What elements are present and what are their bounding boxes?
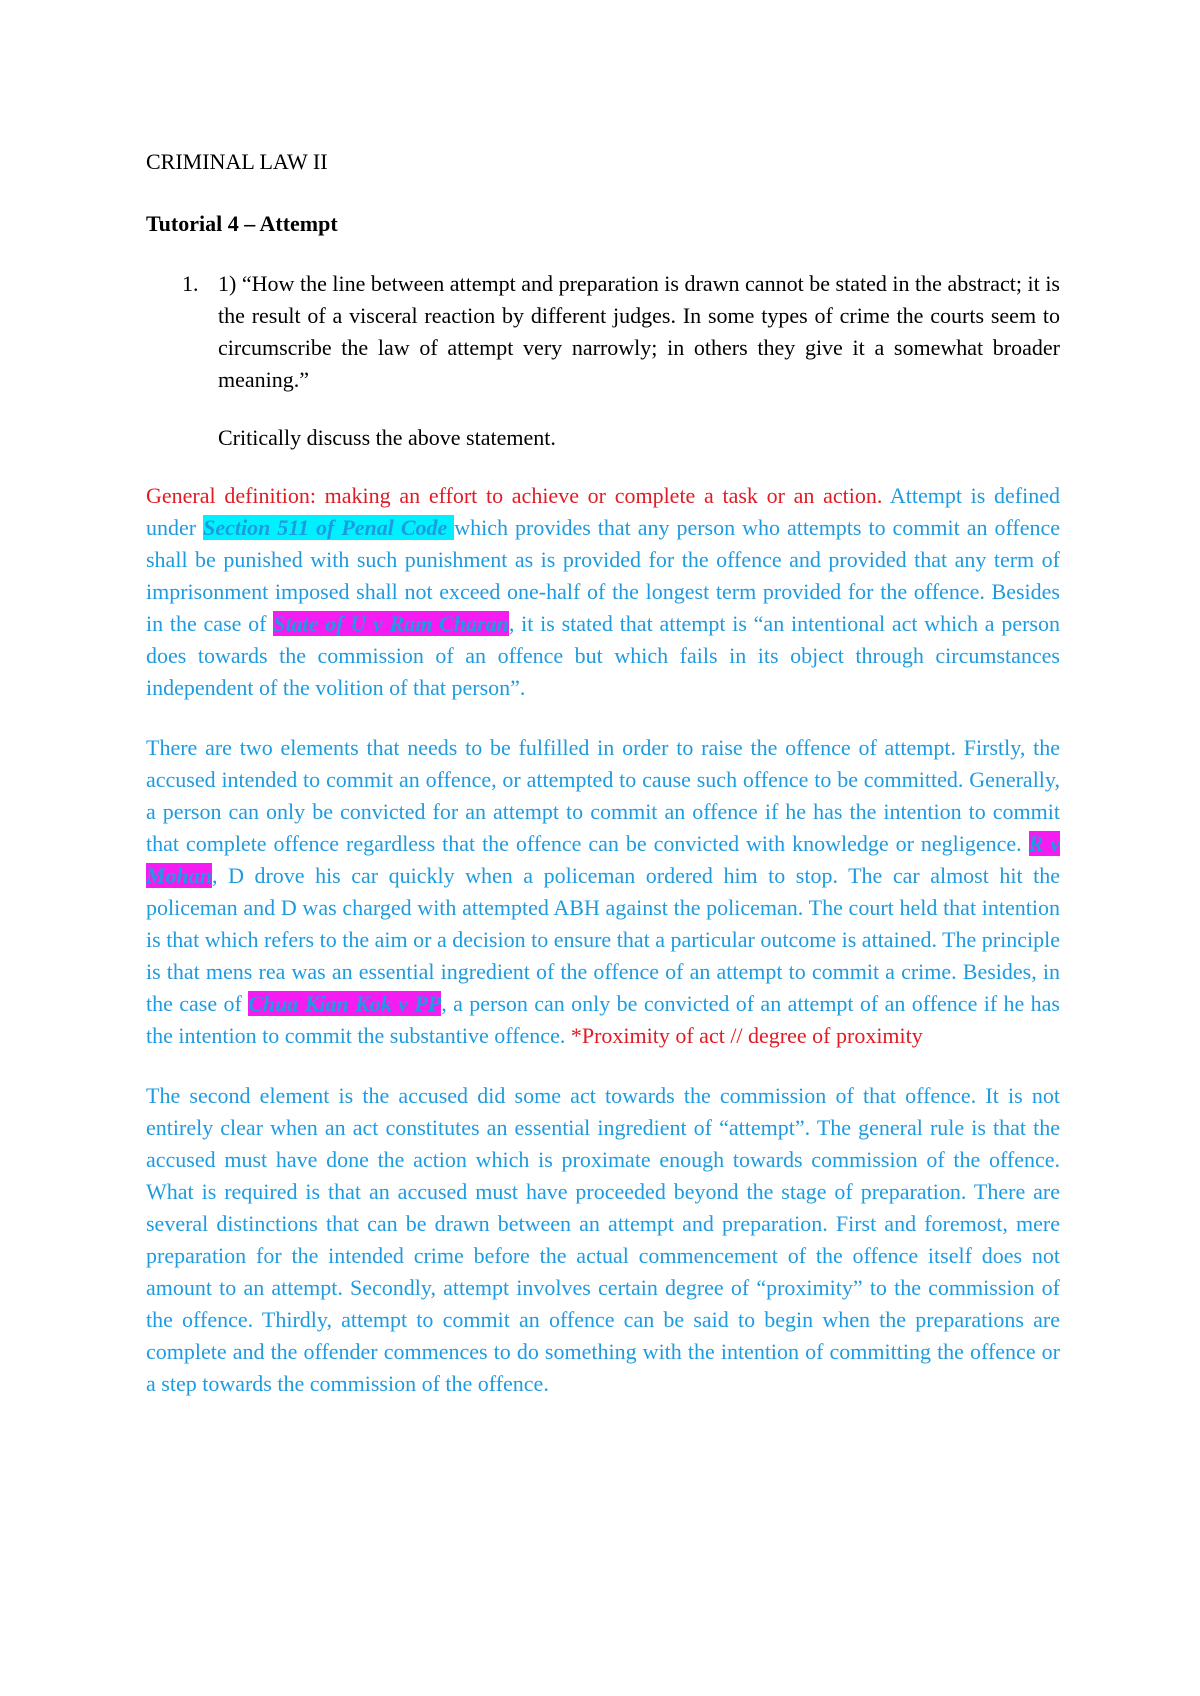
para2-text-2: , D drove his car quickly when a policeman ordered him to stop. The car almost hit the policeman and D was charged with attempted ABH against the policeman. The court held that intention is that which refers to the aim or a decision to ensure that a particular outcome is attained. The principle is that mens rea was an essential ingredient of the offence of an attempt to commit a crime. Besides, in the case of xyxy=(146,863,1060,1016)
definition-paragraph xyxy=(146,480,1060,704)
highlight-case-r-v-mohan: R v Mohan xyxy=(146,831,1060,888)
question-number: 1. xyxy=(182,271,199,296)
highlight-case-chua-kian-kok: Chua Kian Kok v PP xyxy=(248,991,442,1016)
document-page xyxy=(146,146,1060,1428)
para1-text-3: , it is stated that attempt is “an intentional act which a person does towards the commission of an offence but which fails in its object through circumstances independent of the volition of that person”. xyxy=(146,611,1060,700)
highlight-case-ram-charan: State of U v Ram Charan xyxy=(273,611,509,636)
para2-text-1: There are two elements that needs to be fulfilled in order to raise the offence of attempt. Firstly, the accused intended to commit an offence, or attempted to cause such offence to be committed. Generally, a person can only be convicted for an attempt to commit an offence if he has the intention to commit that complete offence regardless that the offence can be convicted with knowledge or negligence. xyxy=(146,735,1060,856)
second-element-paragraph: The second element is the accused did some act towards the commission of that offence. It is not entirely clear when an act constitutes an essential ingredient of “attempt”. The general rule is that the accused must have done the action which is proximate enough towards commission of the offence. What is required is that an accused must have proceeded beyond the stage of preparation. There are several distinctions that can be drawn between an attempt and preparation. First and foremost, mere preparation for the intended crime before the actual commencement of the offence itself does not amount to an attempt. Secondly, attempt involves certain degree of “proximity” to the commission of the offence. Thirdly, attempt to commit an offence can be said to begin when the preparations are complete and the offender commences to do something with the intention of committing the offence or a step towards the commission of the offence. xyxy=(146,1083,1060,1396)
question-text: 1) “How the line between attempt and preparation is drawn cannot be stated in the abstract; it is the result of a visceral reaction by different judges. In some types of crime the courts seem to circumscribe the law of attempt very narrowly; in others they give it a somewhat broader meaning.” xyxy=(218,271,1060,392)
question-item xyxy=(146,268,1060,396)
general-definition: General definition: making an effort to achieve or complete a task or an action. xyxy=(146,483,883,508)
tutorial-subtitle: Tutorial 4 – Attempt xyxy=(146,211,338,236)
document-title: CRIMINAL LAW II xyxy=(146,149,328,174)
para1-text-1: Attempt is defined under xyxy=(146,483,1061,540)
proximity-note: *Proximity of act // degree of proximity xyxy=(570,1023,923,1048)
elements-paragraph xyxy=(146,732,1060,1052)
question-instruction: Critically discuss the above statement. xyxy=(218,425,556,450)
para2-text-3: , a person can only be convicted of an attempt of an offence if he has the intention to commit the substantive offence. xyxy=(146,991,1060,1048)
highlight-section-511: Section 511 of Penal Code xyxy=(203,515,455,540)
para1-text-2: which provides that any person who attempts to commit an offence shall be punished with such punishment as is provided for the offence and provided that any term of imprisonment imposed shall not exceed one-half of the longest term provided for the offence. Besides in the case of xyxy=(146,515,1061,636)
